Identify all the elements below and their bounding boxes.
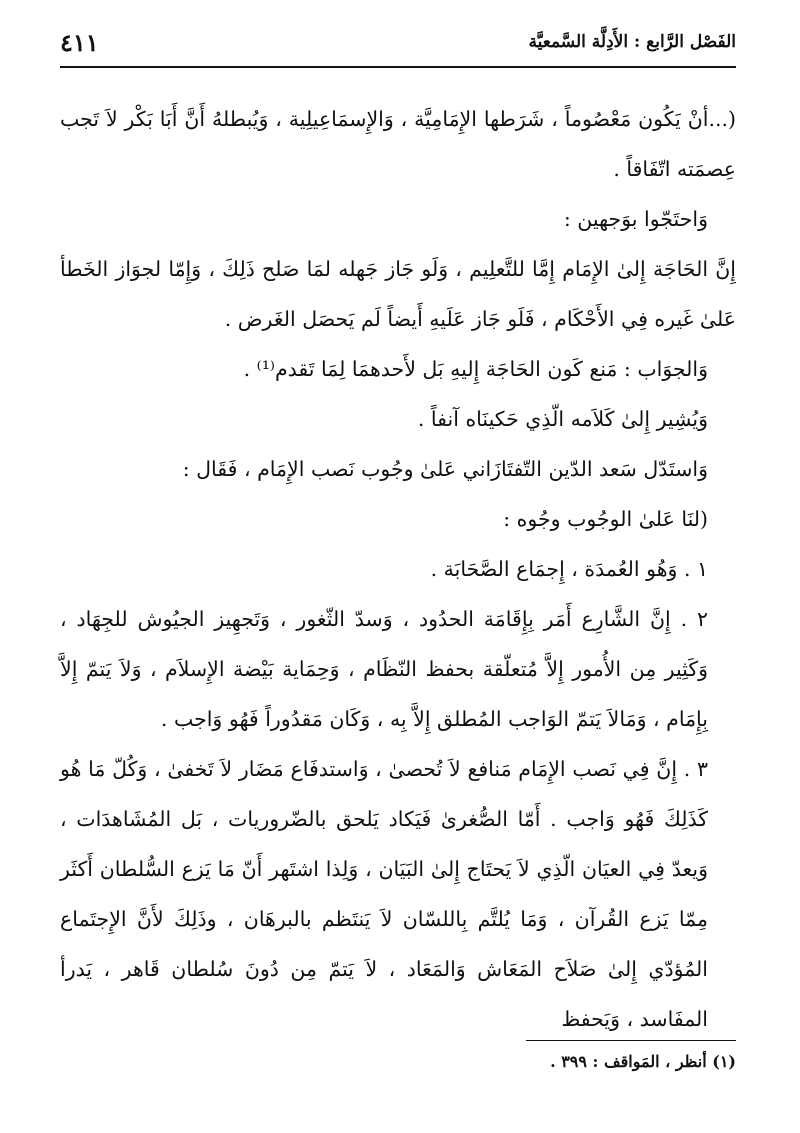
paragraph: وَاستَدّل سَعد الدّين التّفتَازَاني عَلىٰ وجُوب نَصب الإِمَام ، فَقَال : [182, 457, 708, 481]
paragraph: (...أنْ يَكُون مَعْصُوماً ، شَرَطها الإِمَامِيَّة ، وَالإِسمَاعِيلِية ، وَيُبطلهُ أَنَّ أَبَا بَكْر لاَ تَجب عِصمَته اتّفَاقاً . [60, 107, 736, 181]
running-header [60, 28, 736, 68]
footnote: (١) أنظر ، المَواقف : ٣٩٩ . [550, 1052, 736, 1071]
main-text [60, 94, 736, 1044]
header-rule [60, 66, 736, 68]
paragraph: إِنَّ الحَاجَة إِلىٰ الإِمَام إِمَّا للتَّعلِيم ، وَلَو جَاز جَهله لمَا صَلح ذَلِكَ ، وَإِمّا لجوَاز الخَطأ عَلىٰ غَيره فِي الأَحْكَام ، فَلَو جَاز عَلَيهِ أَيضاً لَم يَحصَل الغَرض . [60, 257, 736, 331]
list-item: ٢ . إِنَّ الشَّارِع أَمَر بِإِقَامَة الحدُود ، وَسدّ الثّغور ، وَتَجهِيز الجيُوش للجِهَاد ، وَكَثِير مِن الأُمور إِلاَّ مُتعلّقة بحفظ النّظَام ، وَحِمَاية بَيْضة الإِسلاَم ، وَلاَ يَتمّ إِلاَّ بِإِمَام ، وَمَالاَ يَتمّ الوَاجب المُطلق إِلاَّ بِه ، وَكَان مَقدُوراً فَهُو وَاجب . [60, 607, 708, 731]
list-item: ٣ . إِنَّ فِي نَصب الإِمَام مَنافع لاَ تُحصىٰ ، وَاستدفَاع مَضَار لاَ تَخفىٰ ، وَكُلّ مَا هُو كَذَلِكَ فَهُو وَاجب . أَمّا الصُّغرىٰ فَيَكاد يَلحق بالضّروريات ، بَل المُشَاهدَات ، وَيعدّ فِي العيَان الّذِي لاَ يَحتَاج إِلىٰ البَيَان ، وَلِذا اشتَهر أَنّ مَا يَزع السُّلطان أَكثَر مِمّا يَزع القُرآن ، وَمَا يُلتَّم بِاللسّان لاَ يَنتَظم بالبرهَان ، وذَلِكَ لأَنَّ الإِجتَماع المُؤدّي إِلىٰ صَلاَح المَعَاش وَالمَعَاد ، لاَ يَتمّ مِن دُونَ سُلطان قَاهر ، يَدرأ المفَاسد ، وَيَحفظ [60, 757, 708, 1031]
list-item: ١ . وَهُو العُمدَة ، إِجمَاع الصَّحَابَة . [430, 557, 708, 581]
paragraph: وَاحتَجّوا بوَجهين : [563, 207, 708, 231]
running-title: الفَصْل الرَّابع : الأَدِلَّة السَّمعيَّة [528, 32, 736, 52]
page-number: ٤١١ [60, 28, 99, 57]
footnote-rule [526, 1040, 736, 1041]
paragraph: وَيُشِير إِلىٰ كَلاَمه الّذِي حَكينَاه آنفاً . [417, 407, 708, 431]
paragraph: وَالجوَاب : مَنع كَون الحَاجَة إِليهِ بَل لأَحدهمَا لِمَا تَقدم⁽¹⁾ . [243, 357, 708, 381]
paragraph: (لنَا عَلىٰ الوجُوب وجُوه : [503, 507, 708, 531]
